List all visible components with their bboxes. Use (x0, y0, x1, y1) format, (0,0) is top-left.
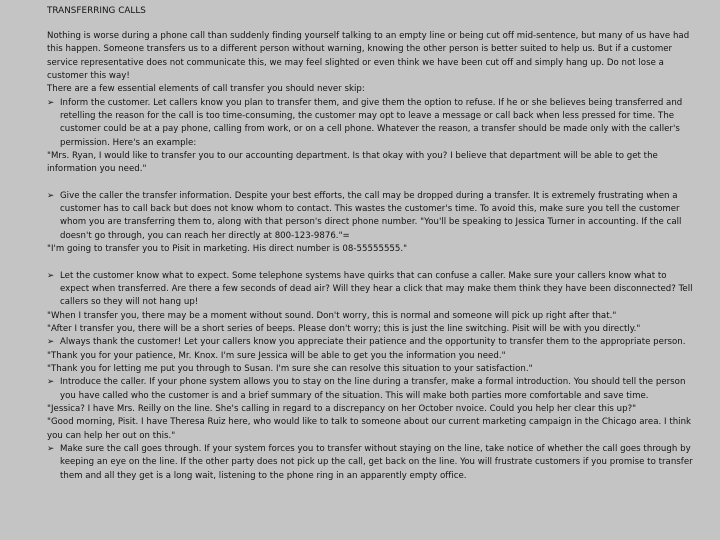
arrow-bullet-icon: ➢ (47, 337, 55, 348)
bullet-introduce-caller (47, 376, 698, 403)
example-quote: "When I transfer you, there may be a moment without sound. Don't worry, this is normal and someone will pick up right after that." (47, 310, 617, 321)
bullet-text: Let the customer know what to expect. Some telephone systems have quirks that can confuse a caller. Make sure your callers know what to expect when transferred. Are there a few seconds of dead air? Will they hear a click that may make them think they have been disconnected? Tell callers so they will not hang up! (60, 270, 693, 308)
bullet-text: Give the caller the transfer information. Despite your best efforts, the call may be dropped during a transfer. It is extremely frustrating when a customer has to call back but does not know whom to contact. This wastes the customer's time. To avoid this, make sure you tell the customer whom you are transferring them to, along with that person's direct phone number. "You'll be speaking to Jessica Turner in accounting. If the call doesn't go through, you can reach her directly at 800-123-9876."= (60, 190, 682, 241)
document-title: TRANSFERRING CALLS (47, 6, 146, 16)
example-quote: "Thank you for your patience, Mr. Knox. I'm sure Jessica will be able to get you the information you need." (47, 350, 506, 361)
example-quote: "I'm going to transfer you to Pisit in marketing. His direct number is 08-55555555." (47, 244, 408, 255)
example-quote: "Jessica? I have Mrs. Reilly on the line. She's calling in regard to a discrepancy on her October nvoice. Could you help her clear this up?" (47, 403, 637, 414)
intro-lead-in: There are a few essential elements of call transfer you should never skip: (47, 84, 365, 95)
example-quote: "Mrs. Ryan, I would like to transfer you to our accounting department. Is that okay with you? I believe that department will be able to get the information you need." (47, 151, 658, 175)
bullet-thank-customer (47, 336, 698, 349)
bullet-text: Inform the customer. Let callers know you plan to transfer them, and give them the option to refuse. If he or she believes being transferred and retelling the reason for the call is too time-consuming, the customer may opt to leave a message or call back when less pressed for time. The customer could be at a pay phone, calling from work, or on a cell phone. Whatever the reason, a transfer should be made only with the caller's permission. Here's an example: (60, 97, 683, 148)
arrow-bullet-icon: ➢ (47, 97, 55, 108)
bullet-text: Make sure the call goes through. If your system forces you to transfer without staying on the line, take notice of whether the call goes through by keeping an eye on the line. If the other party does not pick up the call, get back on the line. You will frustrate customers if you promise to transfer them and all they get is a long wait, listening to the phone ring in an apparently empty office. (60, 443, 693, 481)
example-quote: "After I transfer you, there will be a short series of beeps. Please don't worry; this is just the line switching. Pisit will be with you directly." (47, 323, 641, 334)
bullet-text: Always thank the customer! Let your callers know you appreciate their patience and the opportunity to transfer them to the appropriate person. (60, 337, 686, 348)
bullet-text: Introduce the caller. If your phone system allows you to stay on the line during a transfer, make a formal introduction. You should tell the person you have called who the customer is and a brief summary of the situation. This will make both parties more comfortable and save time. (60, 377, 686, 401)
arrow-bullet-icon: ➢ (47, 443, 55, 454)
example-quote: "Thank you for letting me put you through to Susan. I'm sure she can resolve this situation to your satisfaction." (47, 363, 533, 374)
arrow-bullet-icon: ➢ (47, 377, 55, 388)
arrow-bullet-icon: ➢ (47, 270, 55, 281)
bullet-transfer-information (47, 190, 698, 243)
intro-paragraph: Nothing is worse during a phone call than suddenly finding yourself talking to an empty line or being cut off mid-sentence, but many of us have had this happen. Someone transfers us to a different person without warning, knowing the other person is better suited to help us. But if a customer service representative does not communicate this, we may feel slighted or even think we have been cut off and simply hang up. Do not lose a customer this way! (47, 31, 690, 82)
bullet-what-to-expect (47, 270, 698, 310)
arrow-bullet-icon: ➢ (47, 190, 55, 201)
example-quote: "Good morning, Pisit. I have Theresa Ruiz here, who would like to talk to someone about our current marketing campaign in the Chicago area. I think you can help her out on this." (47, 417, 692, 441)
bullet-inform-customer (47, 97, 698, 150)
bullet-call-goes-through (47, 443, 698, 483)
